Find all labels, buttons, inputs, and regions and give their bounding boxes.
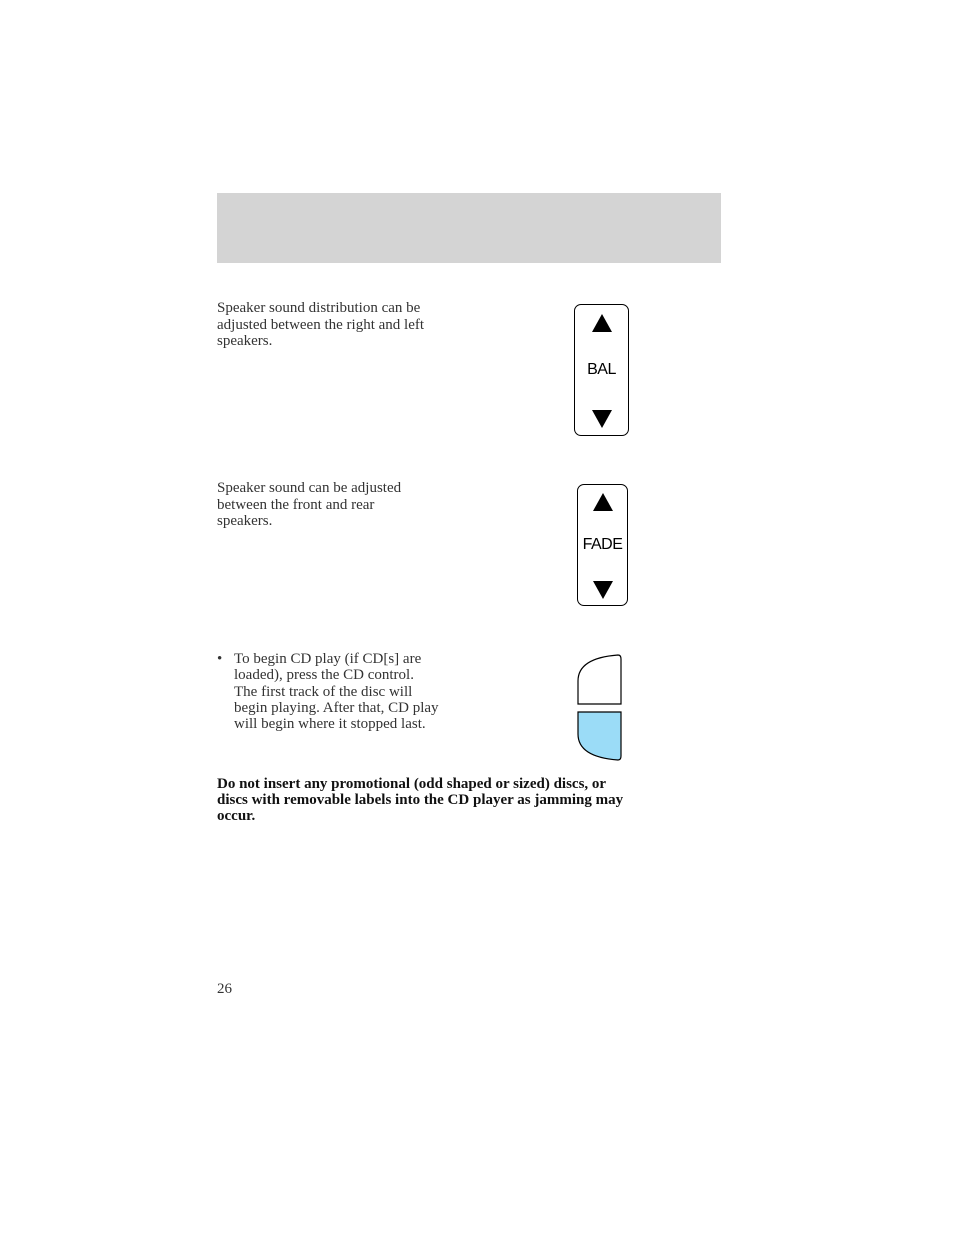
balance-down-arrow-icon[interactable] [592,410,612,428]
section-header-band [217,193,721,263]
balance-description: Speaker sound distribution can be adjusted between the right and left speakers. [217,300,425,349]
balance-up-arrow-icon[interactable] [592,314,612,332]
fade-button-label: FADE [582,536,623,553]
cd-control-lower-half-highlighted [578,712,621,760]
fade-description: Speaker sound can be adjusted between the front and rear speakers. [217,480,402,529]
balance-control-button[interactable] [574,304,629,436]
cd-control-button[interactable] [575,653,625,765]
cd-warning-note: Do not insert any promotional (odd shaped or sized) discs, or discs with removable labels into the CD player as jamming may occur. [217,776,624,824]
bullet-icon: • [217,651,223,667]
cd-control-upper-half [578,655,621,704]
balance-button-label: BAL [587,361,616,378]
page-number: 26 [217,981,232,997]
fade-up-arrow-icon[interactable] [593,493,613,511]
fade-down-arrow-icon[interactable] [593,581,613,599]
cd-play-instructions: To begin CD play (if CD[s] are loaded), press the CD control. The first track of the disc will begin playing. After that, CD play will begin where it stopped last. [234,651,439,733]
fade-control-button[interactable] [577,484,628,606]
